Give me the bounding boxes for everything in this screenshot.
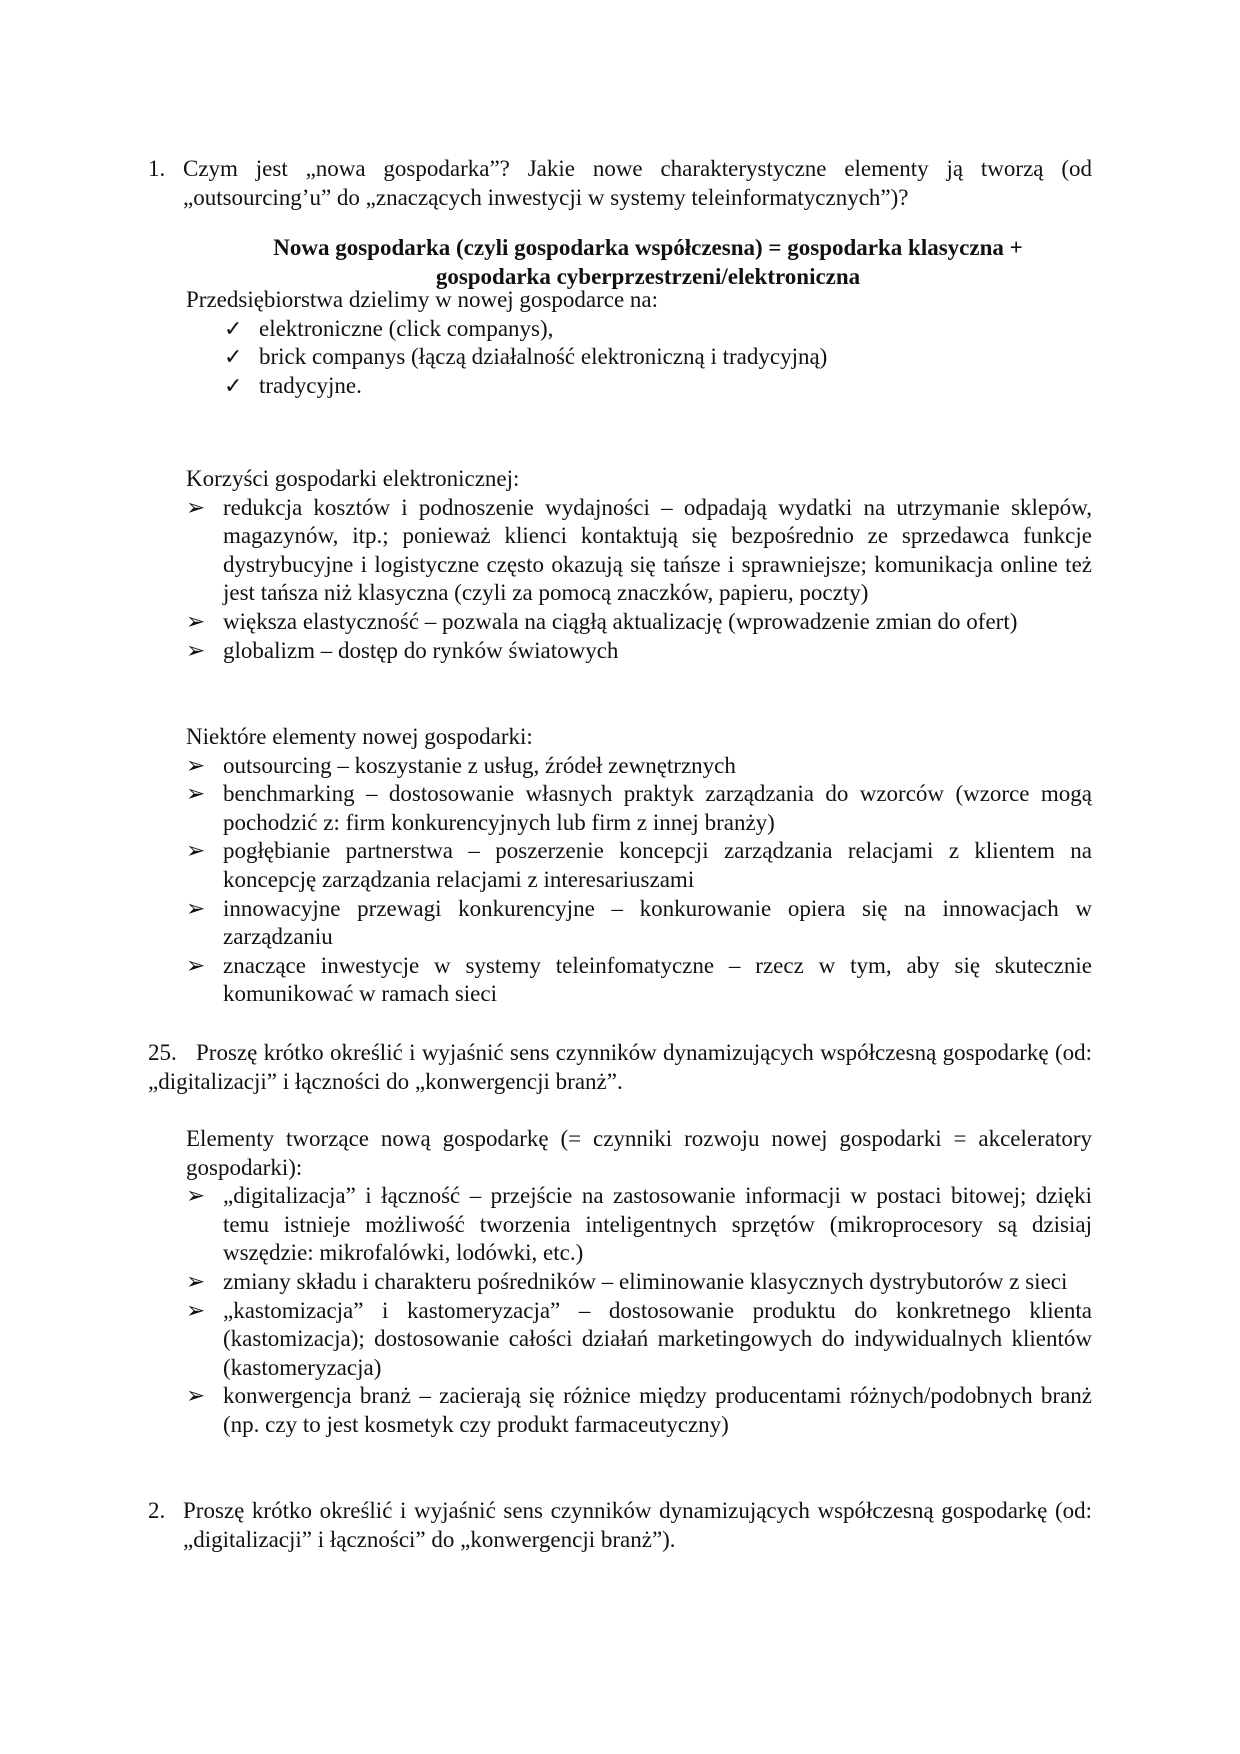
arrow-bullet-icon: ➢ (186, 838, 206, 864)
list-item (186, 343, 1092, 372)
list-item (186, 1382, 1092, 1439)
question-1 (148, 155, 1092, 212)
check-icon: ✓ (224, 344, 243, 370)
list-item-text: outsourcing – koszystanie z usług, źródeł zewnętrznych (223, 752, 736, 778)
arrow-bullet-icon: ➢ (186, 608, 206, 634)
accelerators-intro: Elementy tworzące nową gospodarkę (= czynniki rozwoju nowej gospodarki = akceleratory gospodarki): (186, 1126, 1092, 1180)
definition-heading (148, 234, 1148, 291)
list-item (186, 637, 1092, 666)
list-item-text: większa elastyczność – pozwala na ciągłą aktualizację (wprowadzenie zmian do ofert) (223, 608, 1018, 634)
list-item (186, 1268, 1092, 1297)
question-number: 2. (148, 1498, 166, 1523)
arrow-bullet-icon: ➢ (186, 895, 206, 921)
question-number: 25. (148, 1040, 177, 1065)
check-icon: ✓ (224, 315, 243, 341)
list-item (186, 780, 1092, 837)
definition-line-1: Nowa gospodarka (czyli gospodarka współczesna) = gospodarka klasyczna + (273, 235, 1023, 260)
companies-intro: Przedsiębiorstwa dzielimy w nowej gospodarce na: (186, 287, 659, 312)
list-item-text: „kastomizacja” i kastomeryzacja” – dostosowanie produktu do konkretnego klienta (kastomizacja); dostosowanie całości działań marketingowych do indywidualnych klientów (kastomeryzacja) (223, 1297, 1092, 1380)
question-25 (148, 1039, 1092, 1096)
list-item (186, 1182, 1092, 1268)
question-text: Proszę krótko określić i wyjaśnić sens czynników dynamizujących współczesną gospodarkę (od: „digitalizacji” i łączności do „konwergencji branż”. (148, 1040, 1092, 1094)
list-item-text: innowacyjne przewagi konkurencyjne – konkurowanie opiera się na innowacjach w zarządzaniu (223, 895, 1092, 950)
elements-section (186, 723, 1092, 1009)
question-number: 1. (148, 156, 166, 181)
arrow-bullet-icon: ➢ (186, 1268, 206, 1294)
arrow-bullet-icon: ➢ (186, 1183, 206, 1209)
arrow-bullet-icon: ➢ (186, 752, 206, 778)
definition-line-2: gospodarka cyberprzestrzeni/elektroniczna (435, 263, 861, 289)
check-icon: ✓ (224, 372, 243, 398)
arrow-bullet-icon: ➢ (186, 1383, 206, 1409)
list-item-text: redukcja kosztów i podnoszenie wydajności – odpadają wydatki na utrzymanie sklepów, magazynów, itp.; ponieważ klienci kontaktują się bezpośrednio ze sprzedawca funkcje dystrybucyjne i logistyczne często okazują się tańsze i sprawniejsze; komunikacja online też jest tańsza niż klasyczna (czyli za pomocą znaczków, papieru, poczty) (223, 494, 1092, 606)
accelerators-section (186, 1125, 1092, 1440)
question-text: Czym jest „nowa gospodarka”? Jakie nowe charakterystyczne elementy ją tworzą (od „outsourcing’u” do „znaczących inwestycji w systemy teleinformatycznych”)? (183, 156, 1092, 210)
list-item (186, 372, 1092, 401)
list-item (186, 315, 1092, 344)
arrow-bullet-icon: ➢ (186, 952, 206, 978)
list-item-text: globalizm – dostęp do rynków światowych (223, 637, 619, 663)
question-2 (148, 1497, 1092, 1554)
elements-intro: Niektóre elementy nowej gospodarki: (186, 724, 533, 749)
arrow-bullet-icon: ➢ (186, 494, 206, 520)
list-item-text: elektroniczne (click companys), (259, 315, 554, 341)
arrow-bullet-icon: ➢ (186, 637, 206, 663)
list-item-text: pogłębianie partnerstwa – poszerzenie koncepcji zarządzania relacjami z klientem na koncepcję zarządzania relacjami z interesariuszami (223, 838, 1092, 892)
arrow-bullet-icon: ➢ (186, 1297, 206, 1323)
list-item-text: tradycyjne. (259, 372, 362, 398)
list-item (186, 837, 1092, 894)
list-item-text: „digitalizacja” i łączność – przejście na zastosowanie informacji w postaci bitowej; dzięki temu istnieje możliwość tworzenia inteligentnych sprzętów (mikroprocesory są dzisiaj wszędzie: mikrofalówki, lodówki, etc.) (223, 1183, 1092, 1266)
list-item-text: zmiany składu i charakteru pośredników – eliminowanie klasycznych dystrybutorów z sieci (223, 1268, 1068, 1294)
list-item-text: brick companys (łączą działalność elektroniczną i tradycyjną) (259, 344, 828, 370)
list-item (186, 494, 1092, 608)
companies-section (186, 286, 1092, 400)
list-item-text: konwergencja branż – zacierają się różnice między producentami różnych/podobnych branż (np. czy to jest kosmetyk czy produkt farmaceutyczny) (223, 1383, 1092, 1437)
list-item (186, 752, 1092, 781)
list-item (186, 952, 1092, 1009)
list-item-text: znaczące inwestycje w systemy teleinfomatyczne – rzecz w tym, aby się skutecznie komunikować w ramach sieci (223, 952, 1092, 1007)
list-item (186, 608, 1092, 637)
list-item (186, 895, 1092, 952)
list-item (186, 1297, 1092, 1383)
benefits-section (186, 465, 1092, 665)
list-item-text: benchmarking – dostosowanie własnych praktyk zarządzania do wzorców (wzorce mogą pochodzić z: firm konkurencyjnych lub firm z innej branży) (223, 781, 1092, 835)
question-text: Proszę krótko określić i wyjaśnić sens czynników dynamizujących współczesną gospodarkę (od: „digitalizacji” i łączności” do „konwergencji branż”). (183, 1498, 1092, 1552)
benefits-intro: Korzyści gospodarki elektronicznej: (186, 466, 520, 491)
arrow-bullet-icon: ➢ (186, 781, 206, 807)
